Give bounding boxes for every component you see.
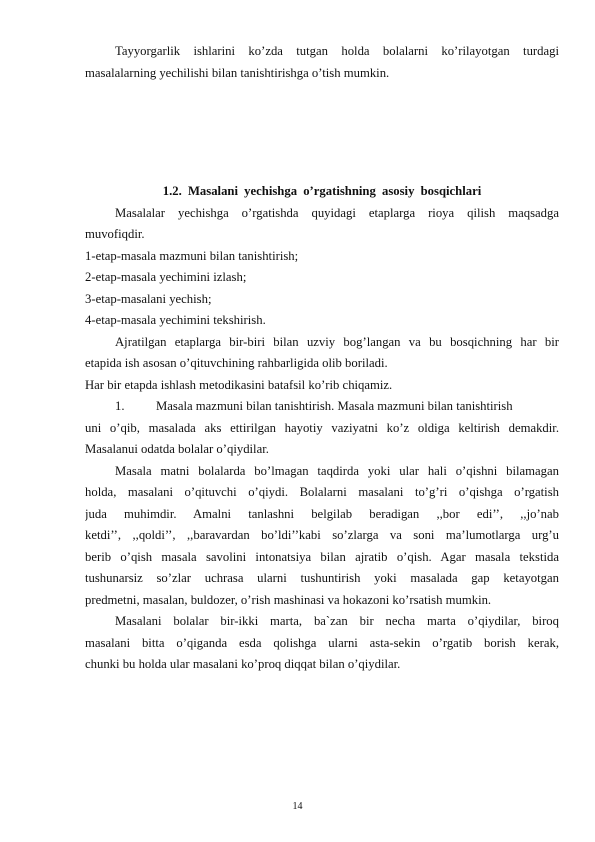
blank-space [85,84,559,181]
paragraph-line: chunki bu holda ular masalani ko’proq diqqat bilan o’qiydilar. [85,657,401,671]
paragraph-line: predmetni, masalan, buldozer, o’rish mashinasi va hokazoni ko’rsatish mumkin. [85,592,492,607]
paragraph-line: etapida ish asosan o’qituvchining rahbarligida olib boriladi. [85,356,388,370]
paragraph-line: juda muhimdir. Amalni tanlashni belgilab beradigan ,,bor edi’’, ,,jo’nab [85,506,559,521]
paragraph-line: uni o’qib, masalada aks ettirilgan hayotiy vaziyatni ko’z oldiga keltirish demakdir. [85,420,559,435]
step-item: 2-etap-masala yechimini izlash; [85,270,247,284]
paragraph-line: holda, masalani o’qituvchi o’qiydi. Bolalarni masalani to’g’ri o’qishga o’rgatish [85,485,559,499]
document-page [85,41,559,676]
item-number: 1. [115,399,125,413]
intro-line: masalalarning yechilishi bilan tanishtirishga o’tish mumkin. [85,65,390,80]
paragraph-line: Masalanui odatda bolalar o’qiydilar. [85,442,269,456]
paragraph-line: ketdi’’, ,,qoldi’’, ,,baravardan bo’ldi’’kabi so’zlarga va soni ma’lumotlarga urg’u [85,528,559,542]
page-number: 14 [292,801,303,812]
paragraph-line: Ajratilgan etaplarga bir-biri bilan uzviy bog’langan va bu bosqichning har bir [115,334,559,349]
intro-line: Tayyorgarlik ishlarini ko’zda tutgan holda bolalarni ko’rilayotgan turdagi [115,44,559,58]
item-text: Masala mazmuni bilan tanishtirish. Masala mazmuni bilan tanishtirish [156,399,513,413]
paragraph-line: Har bir etapda ishlash metodikasini batafsil ko’rib chiqamiz. [85,377,393,392]
section-heading: 1.2. Masalani yechishga o’rgatishning asosiy bosqichlari [162,184,482,198]
paragraph-line: Masalani bolalar bir-ikki marta, ba`zan bir necha marta o’qiydilar, biroq [115,614,559,628]
paragraph-line: Masala matni bolalarda bo’lmagan taqdirda yoki ular hali o’qishni bilamagan [115,463,559,478]
step-item: 1-etap-masala mazmuni bilan tanishtirish; [85,248,299,263]
numbered-item-line [85,396,559,418]
step-item: 4-etap-masala yechimini tekshirish. [85,313,266,327]
paragraph-line: Masalalar yechishga o’rgatishda quyidagi etaplarga rioya qilish maqsadga [115,205,559,220]
paragraph-line: tushunarsiz so’zlar uchrasa ularni tushuntirish yoki masalada gap ketayotgan [85,571,559,585]
paragraph-line: berib o’qish masala savolini intonatsiya bilan ajratib o’qish. Agar masala tekstida [85,549,559,564]
paragraph-line: muvofiqdir. [85,227,145,241]
step-item: 3-etap-masalani yechish; [85,291,212,306]
paragraph-line: masalani bitta o’qiganda esda qolishga ularni asta-sekin o’rgatib borish kerak, [85,635,559,650]
